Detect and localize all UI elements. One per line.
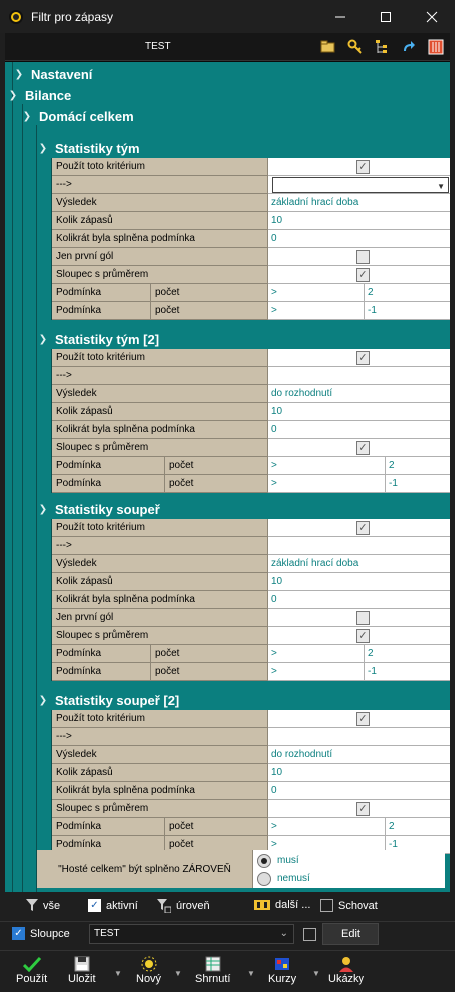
criteria-checkbox-cell[interactable] xyxy=(268,627,450,645)
criteria-label-text: ---> xyxy=(56,731,72,742)
criteria-label xyxy=(52,537,268,555)
criteria-value: 0 xyxy=(271,785,277,796)
criteria-value: 0 xyxy=(271,233,277,244)
criteria-label-text: Použít toto kritérium xyxy=(56,352,145,363)
chevron-down-icon: ❯ xyxy=(38,143,48,154)
condition-operator: > xyxy=(271,666,277,677)
condition-operator: > xyxy=(271,305,277,316)
criteria-row xyxy=(52,555,450,573)
criteria-checkbox-cell[interactable] xyxy=(268,800,450,818)
criteria-value: základní hrací doba xyxy=(271,558,359,569)
new-dropdown-icon[interactable]: ▼ xyxy=(174,969,182,978)
radio-label: musí xyxy=(277,855,299,866)
chevron-down-icon: ❯ xyxy=(22,111,32,122)
criteria-label-text: Sloupec s průměrem xyxy=(56,630,149,641)
radio-nemusi[interactable] xyxy=(257,870,310,887)
criteria-label-text: Sloupec s průměrem xyxy=(56,803,149,814)
more-icon xyxy=(254,899,270,911)
criteria-value: do rozhodnutí xyxy=(271,749,333,760)
criteria-label xyxy=(52,609,268,627)
criteria-label xyxy=(52,475,268,493)
condition-operator: > xyxy=(271,478,277,489)
criteria-value-field[interactable] xyxy=(268,728,450,746)
criteria-row xyxy=(52,764,450,782)
condition-value: -1 xyxy=(385,836,398,854)
summary-table-icon xyxy=(205,956,221,972)
criteria-checkbox-cell[interactable] xyxy=(268,266,450,284)
minimize-icon xyxy=(334,11,346,23)
criteria-label-text: Podmínka xyxy=(56,287,102,298)
group-rail xyxy=(37,519,52,681)
chevron-down-icon: ❯ xyxy=(38,695,48,706)
criteria-checkbox-cell[interactable] xyxy=(268,519,450,537)
maximize-icon xyxy=(380,11,392,23)
criteria-row xyxy=(52,609,450,627)
criteria-label-text: Výsledek xyxy=(56,197,97,208)
checkmark-icon xyxy=(23,956,41,972)
criteria-row xyxy=(52,519,450,537)
examples-person-icon xyxy=(338,956,354,972)
criteria-row xyxy=(52,302,450,320)
criteria-label xyxy=(52,421,268,439)
criteria-row xyxy=(52,158,450,176)
condition-value: -1 xyxy=(364,663,377,681)
funnel-level-icon xyxy=(157,899,171,913)
criteria-label-text: Sloupec s průměrem xyxy=(56,442,149,453)
criteria-label xyxy=(52,284,268,302)
window-title: Filtr pro zápasy xyxy=(31,9,114,24)
radio-label: nemusí xyxy=(277,873,310,884)
checkbox-checked-icon[interactable]: ✓ xyxy=(356,521,370,535)
checkbox-unchecked-icon[interactable] xyxy=(356,250,370,264)
criteria-value: 10 xyxy=(271,767,283,778)
criteria-row xyxy=(52,746,450,764)
criteria-label-text: Jen první gól xyxy=(56,612,114,623)
group-header[interactable] xyxy=(37,138,450,159)
odds-icon xyxy=(274,956,290,972)
criteria-checkbox-cell[interactable] xyxy=(268,609,450,627)
group-title: Statistiky tým xyxy=(55,141,140,156)
criteria-row xyxy=(52,573,450,591)
criteria-row xyxy=(52,728,450,746)
save-dropdown-icon[interactable]: ▼ xyxy=(114,969,122,978)
close-button[interactable] xyxy=(409,0,455,33)
criteria-label xyxy=(52,439,268,457)
criteria-sublabel: počet xyxy=(150,663,268,681)
summary-dropdown-icon[interactable]: ▼ xyxy=(247,969,255,978)
group-rail xyxy=(37,710,52,854)
examples-button[interactable] xyxy=(328,955,364,985)
criteria-label xyxy=(52,302,268,320)
title-bar xyxy=(0,0,455,33)
criteria-condition-field[interactable] xyxy=(268,663,450,681)
columns-label: Sloupce xyxy=(30,927,70,940)
criteria-row xyxy=(52,457,450,475)
criteria-label-text: Výsledek xyxy=(56,558,97,569)
criteria-label-text: ---> xyxy=(56,179,72,190)
criteria-row xyxy=(52,439,450,457)
section-bilance[interactable] xyxy=(7,85,450,106)
checkbox-checked-icon[interactable]: ✓ xyxy=(356,160,370,174)
criteria-condition-field[interactable] xyxy=(268,475,450,493)
condition-operator: > xyxy=(271,648,277,659)
apply-button[interactable] xyxy=(16,955,47,985)
tree-rail xyxy=(13,104,23,892)
criteria-label xyxy=(52,818,268,836)
criteria-value-field[interactable] xyxy=(268,537,450,555)
criteria-label-text: Kolik zápasů xyxy=(56,767,113,778)
tree-rail xyxy=(5,62,13,892)
level-label: úroveň xyxy=(176,900,210,912)
criteria-sublabel: počet xyxy=(164,457,268,475)
criteria-dropdown[interactable] xyxy=(268,176,450,194)
key-icon[interactable] xyxy=(345,37,365,57)
criteria-label-text: Podmínka xyxy=(56,821,102,832)
columns-bar xyxy=(0,921,455,949)
new-button[interactable] xyxy=(136,955,161,985)
criteria-label xyxy=(52,710,268,728)
group-rail xyxy=(37,158,52,320)
criteria-checkbox-cell[interactable] xyxy=(268,349,450,367)
checkbox-checked-icon[interactable]: ✓ xyxy=(356,712,370,726)
criteria-label-text: Kolikrát byla splněna podmínka xyxy=(56,233,195,244)
criteria-row xyxy=(52,800,450,818)
edit-button[interactable]: Edit xyxy=(322,923,379,945)
criteria-value-field[interactable] xyxy=(268,367,450,385)
criteria-value: 10 xyxy=(271,215,283,226)
columns-select[interactable] xyxy=(89,924,294,944)
criteria-value-field[interactable] xyxy=(268,573,450,591)
criteria-row xyxy=(52,212,450,230)
criteria-value: 10 xyxy=(271,576,283,587)
panel-title: TEST xyxy=(145,41,171,52)
summary-button[interactable] xyxy=(195,955,230,985)
criteria-value-field[interactable] xyxy=(268,212,450,230)
chevron-down-icon: ⌄ xyxy=(279,928,288,939)
criteria-label-text: Kolik zápasů xyxy=(56,576,113,587)
criteria-value: 10 xyxy=(271,406,283,417)
checkbox-checked-icon[interactable]: ✓ xyxy=(356,802,370,816)
condition-value: 2 xyxy=(364,284,374,302)
criteria-label xyxy=(52,663,268,681)
zaroven-setting xyxy=(37,850,445,888)
criteria-row xyxy=(52,591,450,609)
group-title: Statistiky soupeř xyxy=(55,502,160,517)
section-label: Nastavení xyxy=(31,67,93,82)
criteria-label xyxy=(52,645,268,663)
condition-value: 2 xyxy=(385,457,395,475)
apply-label: Použít xyxy=(16,973,48,985)
floppy-disk-icon xyxy=(74,956,90,972)
criteria-row xyxy=(52,266,450,284)
checkbox-checked-icon[interactable]: ✓ xyxy=(356,351,370,365)
criteria-row xyxy=(52,475,450,493)
criteria-label xyxy=(52,800,268,818)
section-label: Domácí celkem xyxy=(39,109,134,124)
more-button[interactable] xyxy=(254,899,310,911)
criteria-label xyxy=(52,591,268,609)
condition-value: 2 xyxy=(364,645,374,663)
chevron-right-icon: ❯ xyxy=(14,69,24,80)
criteria-label xyxy=(52,266,268,284)
chevron-down-icon: ❯ xyxy=(8,90,18,101)
funnel-icon xyxy=(26,899,38,912)
criteria-row xyxy=(52,537,450,555)
examples-label: Ukázky xyxy=(328,973,365,985)
checkbox-checked-icon: ✓ xyxy=(12,927,25,940)
criteria-label-text: ---> xyxy=(56,540,72,551)
criteria-label xyxy=(52,555,268,573)
criteria-row xyxy=(52,349,450,367)
criteria-value-field[interactable] xyxy=(268,194,450,212)
criteria-value: 0 xyxy=(271,594,277,605)
criteria-row xyxy=(52,403,450,421)
criteria-checkbox-cell[interactable] xyxy=(268,158,450,176)
checkbox-unchecked-icon xyxy=(320,899,333,912)
criteria-label-text: Podmínka xyxy=(56,478,102,489)
active-label: aktivní xyxy=(106,899,138,912)
criteria-value-field[interactable] xyxy=(268,403,450,421)
criteria-value-field[interactable] xyxy=(268,421,450,439)
tree-structure-icon[interactable] xyxy=(372,37,392,57)
criteria-label xyxy=(52,573,268,591)
hide-label: Schovat xyxy=(338,899,378,912)
criteria-label-text: ---> xyxy=(56,370,72,381)
group-title: Statistiky soupeř [2] xyxy=(55,693,180,708)
criteria-value-field[interactable] xyxy=(268,782,450,800)
condition-operator: > xyxy=(271,821,277,832)
group-header[interactable] xyxy=(37,499,450,520)
criteria-row xyxy=(52,663,450,681)
criteria-label-text: Podmínka xyxy=(56,460,102,471)
criteria-row xyxy=(52,645,450,663)
checkbox-unchecked-icon[interactable] xyxy=(356,611,370,625)
checkbox-checked-icon[interactable]: ✓ xyxy=(356,629,370,643)
criteria-condition-field[interactable] xyxy=(268,302,450,320)
criteria-label-text: Výsledek xyxy=(56,388,97,399)
minimize-button[interactable] xyxy=(317,0,363,33)
criteria-label xyxy=(52,158,268,176)
criteria-tree xyxy=(5,62,450,892)
panel-header xyxy=(5,33,450,61)
filter-all-button[interactable] xyxy=(26,899,60,912)
condition-value: -1 xyxy=(364,302,377,320)
criteria-label-text: Kolikrát byla splněna podmínka xyxy=(56,424,195,435)
criteria-row xyxy=(52,284,450,302)
filter-all-label: vše xyxy=(43,899,61,912)
criteria-value-field[interactable] xyxy=(268,591,450,609)
group-title: Statistiky tým [2] xyxy=(55,332,160,347)
criteria-row xyxy=(52,194,450,212)
criteria-label xyxy=(52,230,268,248)
condition-operator: > xyxy=(271,287,277,298)
bottom-toolbar xyxy=(0,950,455,992)
more-label: další ... xyxy=(275,899,311,911)
criteria-label xyxy=(52,782,268,800)
criteria-label xyxy=(52,212,268,230)
maximize-button[interactable] xyxy=(363,0,409,33)
condition-operator: > xyxy=(271,460,277,471)
criteria-row xyxy=(52,385,450,403)
close-icon xyxy=(426,11,438,23)
radio-selected-icon xyxy=(257,854,271,868)
criteria-label xyxy=(52,176,268,194)
criteria-label-text: Sloupec s průměrem xyxy=(56,269,149,280)
filter-panel xyxy=(5,33,450,892)
criteria-label-text: Použít toto kritérium xyxy=(56,713,145,724)
checkbox-checked-icon: ✓ xyxy=(88,899,101,912)
criteria-value-field[interactable] xyxy=(268,230,450,248)
criteria-sublabel: počet xyxy=(150,302,268,320)
checkbox-checked-icon[interactable]: ✓ xyxy=(356,268,370,282)
new-sun-icon xyxy=(141,956,157,972)
criteria-label xyxy=(52,457,268,475)
checkbox-checked-icon[interactable]: ✓ xyxy=(356,441,370,455)
criteria-label-text: Jen první gól xyxy=(56,251,114,262)
criteria-label xyxy=(52,367,268,385)
condition-operator: > xyxy=(271,839,277,850)
criteria-sublabel: počet xyxy=(164,818,268,836)
criteria-label-text: Podmínka xyxy=(56,648,102,659)
criteria-value: základní hrací doba xyxy=(271,197,359,208)
section-domaci-celkem[interactable] xyxy=(21,106,450,127)
section-label: Bilance xyxy=(25,88,72,103)
criteria-label xyxy=(52,746,268,764)
columns-icon[interactable] xyxy=(426,37,446,57)
criteria-label-text: Podmínka xyxy=(56,666,102,677)
group-header[interactable] xyxy=(37,329,450,350)
criteria-condition-field[interactable] xyxy=(268,818,450,836)
criteria-sublabel: počet xyxy=(150,645,268,663)
criteria-row xyxy=(52,782,450,800)
criteria-label-text: Kolik zápasů xyxy=(56,406,113,417)
criteria-value-field[interactable] xyxy=(268,555,450,573)
radio-musi[interactable] xyxy=(257,852,299,869)
chevron-down-icon: ❯ xyxy=(38,504,48,515)
save-button[interactable] xyxy=(68,955,96,985)
criteria-label xyxy=(52,764,268,782)
criteria-label xyxy=(52,728,268,746)
chevron-down-icon: ❯ xyxy=(38,334,48,345)
criteria-condition-field[interactable] xyxy=(268,457,450,475)
odds-dropdown-icon[interactable]: ▼ xyxy=(312,969,320,978)
criteria-label xyxy=(52,248,268,266)
zaroven-options xyxy=(253,850,445,888)
criteria-label xyxy=(52,627,268,645)
condition-value: -1 xyxy=(385,475,398,493)
criteria-condition-field[interactable] xyxy=(268,284,450,302)
criteria-row xyxy=(52,421,450,439)
criteria-label-text: Podmínka xyxy=(56,305,102,316)
criteria-value-field[interactable] xyxy=(268,385,450,403)
new-label: Nový xyxy=(136,973,162,985)
criteria-label-text: Podmínka xyxy=(56,839,102,850)
criteria-row xyxy=(52,367,450,385)
criteria-value-field[interactable] xyxy=(268,746,450,764)
criteria-value-field[interactable] xyxy=(268,764,450,782)
tree-rail xyxy=(23,125,37,892)
group-header[interactable] xyxy=(37,690,450,711)
criteria-row xyxy=(52,710,450,728)
level-button[interactable] xyxy=(157,899,210,913)
criteria-label-text: Použít toto kritérium xyxy=(56,522,145,533)
criteria-label xyxy=(52,385,268,403)
criteria-label-text: Kolikrát byla splněna podmínka xyxy=(56,785,195,796)
filter-bar xyxy=(0,893,455,921)
section-nastaveni[interactable] xyxy=(13,64,450,85)
criteria-value: do rozhodnutí xyxy=(271,388,333,399)
summary-label: Shrnutí xyxy=(195,973,231,985)
odds-button[interactable] xyxy=(268,955,296,985)
criteria-label xyxy=(52,403,268,421)
criteria-label-text: Kolikrát byla splněna podmínka xyxy=(56,594,195,605)
odds-label: Kurzy xyxy=(268,973,297,985)
columns-checkbox[interactable] xyxy=(12,927,70,940)
folder-icon[interactable] xyxy=(318,37,338,57)
criteria-label xyxy=(52,349,268,367)
criteria-row xyxy=(52,627,450,645)
criteria-label-text: Výsledek xyxy=(56,749,97,760)
condition-value: 2 xyxy=(385,818,395,836)
criteria-row xyxy=(52,230,450,248)
criteria-condition-field[interactable] xyxy=(268,645,450,663)
criteria-label-text: Použít toto kritérium xyxy=(56,161,145,172)
redo-arrow-icon[interactable] xyxy=(399,37,419,57)
criteria-label-text: Kolik zápasů xyxy=(56,215,113,226)
criteria-checkbox-cell[interactable] xyxy=(268,248,450,266)
criteria-sublabel: počet xyxy=(164,836,268,854)
active-checkbox[interactable] xyxy=(88,899,138,912)
radio-unselected-icon xyxy=(257,872,271,886)
criteria-value: 0 xyxy=(271,424,277,435)
criteria-checkbox-cell[interactable] xyxy=(268,439,450,457)
app-icon xyxy=(9,10,23,24)
hide-checkbox[interactable] xyxy=(320,899,378,912)
dropdown-arrow-icon: ▼ xyxy=(437,182,445,191)
zaroven-label: "Hosté celkem" být splněno ZÁROVEŇ xyxy=(37,850,253,888)
criteria-row xyxy=(52,176,450,194)
columns-select-value: TEST xyxy=(94,928,120,939)
criteria-label xyxy=(52,194,268,212)
criteria-label xyxy=(52,519,268,537)
criteria-row xyxy=(52,248,450,266)
criteria-sublabel: počet xyxy=(150,284,268,302)
criteria-row xyxy=(52,818,450,836)
edit-checkbox[interactable] xyxy=(303,928,316,941)
group-rail xyxy=(37,349,52,493)
save-label: Uložit xyxy=(68,973,96,985)
criteria-sublabel: počet xyxy=(164,475,268,493)
criteria-checkbox-cell[interactable] xyxy=(268,710,450,728)
